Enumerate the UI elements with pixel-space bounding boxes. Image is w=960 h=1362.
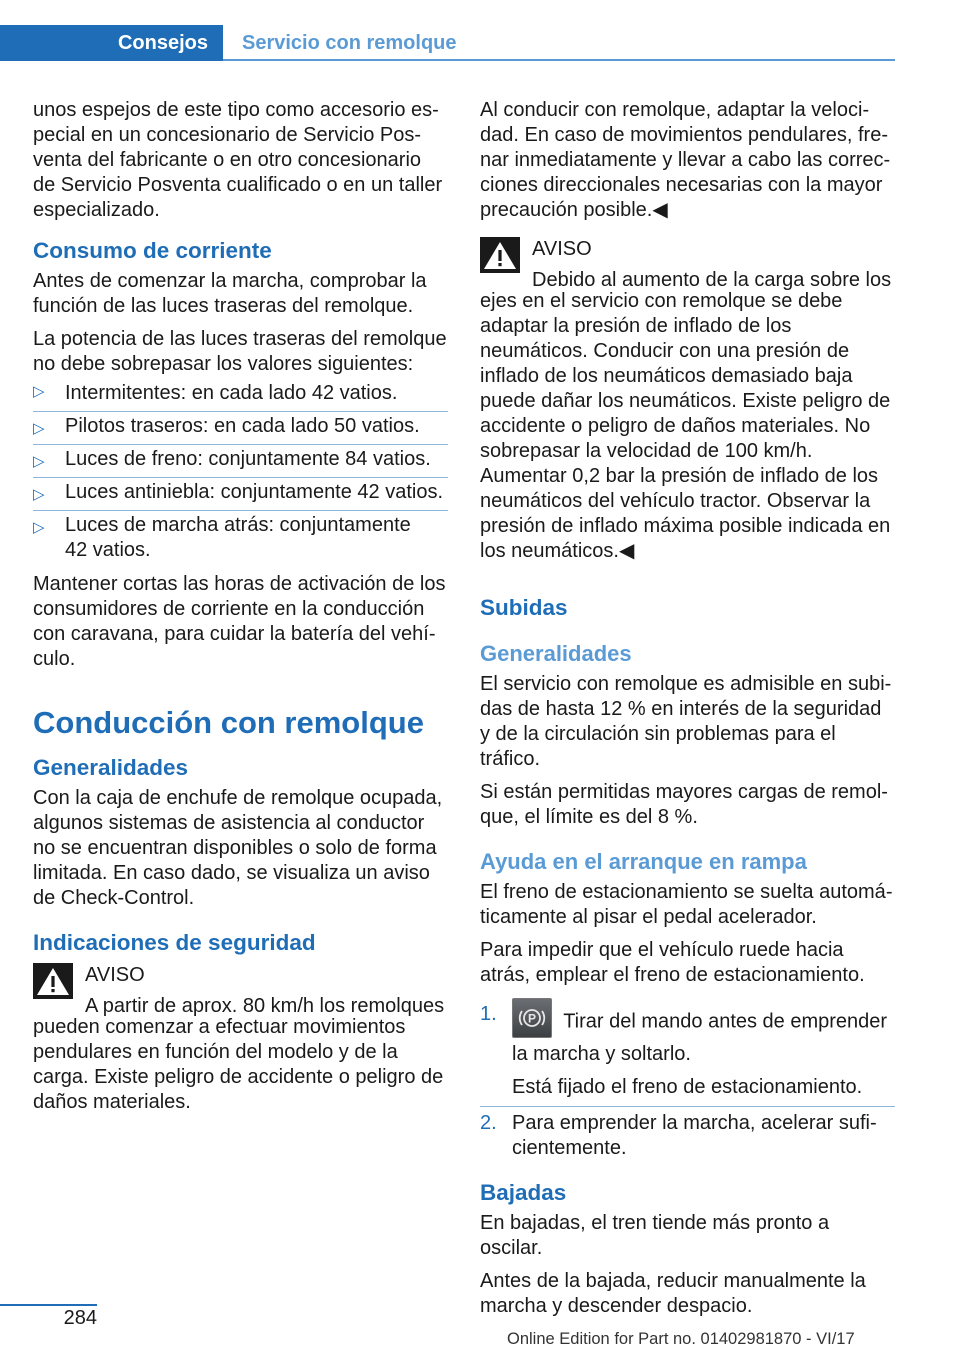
list-item: ▷ Intermitentes: en cada lado 42 vatios. [33,379,448,411]
consumo-paragraph-1: Antes de comenzar la marcha, comprobar la función de las luces traseras del remolque. [33,270,427,317]
generalidades-paragraph-2: Si están permitidas mayores cargas de remolque, el límite es del 8 %. [480,781,888,828]
step-number: 1. [480,1003,497,1025]
footer-rule [0,1304,97,1306]
step-subtext: Está fijado el freno de estacionamiento. [512,1076,863,1098]
parking-brake-button-icon [512,998,552,1038]
light-power-list [33,379,448,568]
svg-text:P: P [527,1011,537,1026]
warning-text: pueden comenzar a efectuar movimientos pendulares en función del modelo y de la carga. Existe peligro de accidente o peligro de daños materiales. [33,1016,444,1113]
triangle-bullet-icon: ▷ [33,519,45,536]
tab-servicio-con-remolque[interactable]: Servicio con remolque [242,32,457,54]
list-item: ▷ Pilotos traseros: en cada lado 50 vatios. [33,411,448,444]
header-tabs [0,25,895,61]
bajadas-paragraph-1: En bajadas, el tren tiende más pronto a oscilar. [480,1212,830,1259]
bajadas-paragraph-2: Antes de la bajada, reducir manualmente la marcha y descender despacio. [480,1270,866,1317]
generalidades-subheading: Generalidades [480,641,632,666]
warning-text-first-line: Debido al aumento de la carga sobre los [532,269,892,291]
warning-text-first-line: A partir de aprox. 80 km/h los remolques [85,995,445,1017]
list-item [480,1002,895,1100]
list-item: ▷ Luces de freno: conjuntamente 84 vatios. [33,444,448,477]
ayuda-paragraph-2: Para impedir que el vehículo ruede hacia atrás, emplear el freno de estacionamiento. [480,939,865,986]
list-item [480,1106,895,1161]
right-paragraph-1: Al conducir con remolque, adaptar la velocidad. En caso de movimientos pendulares, frenar inmediatamente y llevar a cabo las correcciones direccionales necesarias con la mayor precaución posible.◀ [480,99,891,221]
tab-consejos[interactable]: Consejos [0,25,223,61]
generalidades-paragraph-1: El servicio con remolque es admisible en subidas de hasta 12 % en interés de la seguridad y de la circulación sin problemas para el tráfico. [480,673,892,770]
bajadas-heading: Bajadas [480,1180,567,1205]
header-rule [223,59,895,61]
generalidades-heading: Generalidades [33,755,189,780]
seguridad-heading: Indicaciones de seguridad [33,930,316,955]
warning-triangle-icon [33,963,73,999]
triangle-bullet-icon: ▷ [33,453,45,470]
left-column [33,98,448,1123]
warning-triangle-icon [480,237,520,273]
list-item: ▷ Luces antiniebla: conjuntamente 42 vatios. [33,477,448,510]
triangle-bullet-icon: ▷ [33,383,45,400]
consumo-paragraph-2: La potencia de las luces traseras del remolque no debe sobrepasar los valores siguientes: [33,328,447,375]
warning-block [33,963,448,1019]
consumo-heading: Consumo de corriente [33,238,272,263]
generalidades-paragraph: Con la caja de enchufe de remolque ocupada, algunos sistemas de asistencia al conductor no se encuentran disponibles o solo de forma limitada. En caso dado, se visualiza un aviso de Check-Control. [33,787,443,909]
warning-label: AVISO [85,964,145,986]
consumo-paragraph-3: Mantener cortas las horas de activación de los consumidores de corriente en la conducción con caravana, para cuidar la batería del vehículo. [33,573,446,670]
warning-block [480,237,895,293]
list-item: ▷ Luces de marcha atrás: conjuntamente 42 vatios. [33,510,448,568]
subidas-heading: Subidas [480,595,568,620]
intro-paragraph: unos espejos de este tipo como accesorio especial en un concesionario de Servicio Posventa del fabricante o en otro concesionario de Servicio Posventa cualificado o en un taller especializado. [33,99,443,221]
main-heading: Conducción con remolque [33,705,424,740]
steps-list [480,1002,895,1161]
triangle-bullet-icon: ▷ [33,420,45,437]
ayuda-heading: Ayuda en el arranque en rampa [480,849,807,874]
step-text: Para emprender la marcha, acelerar suficientemente. [512,1112,877,1159]
warning-label: AVISO [532,238,592,260]
step-number: 2. [480,1112,497,1134]
right-column [480,98,895,1327]
edition-text: Online Edition for Part no. 01402981870 - VI/17 [507,1330,855,1348]
step-text: Tirar del mando antes de emprender la marcha y soltarlo. [512,1010,888,1065]
triangle-bullet-icon: ▷ [33,486,45,503]
warning-text: ejes en el servicio con remolque se debe adaptar la presión de inflado de los neumáticos. Conducir con una presión de inflado de los neumáticos demasiado baja puede dañar los neumáticos. Existe peligro de accidente o peligro de daños materiales. No sobrepasar la velocidad de 100 km/h. Aumentar 0,2 bar la presión de inflado de los neumáticos del vehículo tractor. Observar la presión de inflado máxima posible indicada en los neumáticos.◀ [480,290,891,562]
page-number: 284 [63,1307,97,1329]
ayuda-paragraph-1: El freno de estacionamiento se suelta automáticamente al pisar el pedal acelerador. [480,881,893,928]
